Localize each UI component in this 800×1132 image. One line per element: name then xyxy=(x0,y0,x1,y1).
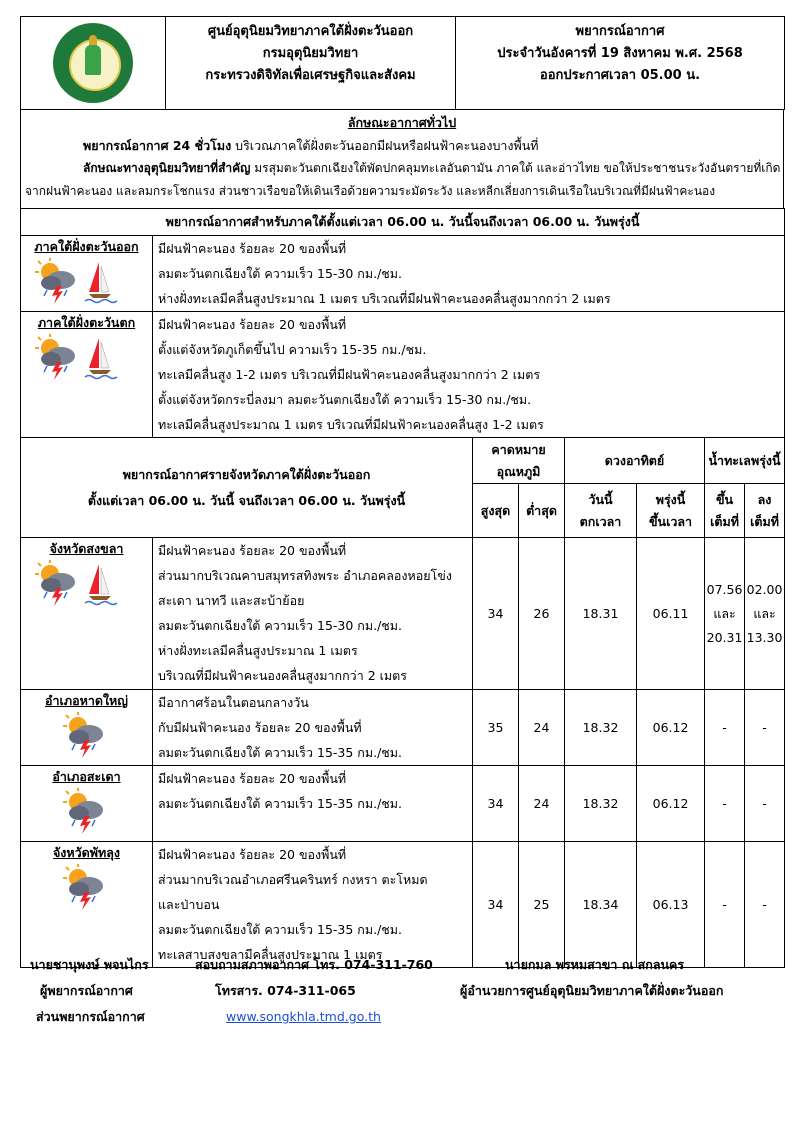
row-line: มีฝนฟ้าคะนอง ร้อยละ 20 ของพื้นที่ xyxy=(158,771,347,786)
row-line: ห่างฝั่งทะเลมีคลื่นสูงประมาณ 1 เมตร xyxy=(158,643,358,658)
temp-header-2: อุณหภูมิ xyxy=(496,463,541,479)
general-p1-bold: พยากรณ์อากาศ 24 ชั่วโมง xyxy=(83,138,232,153)
director-name: นายกมล พรหมสาขา ณ สกลนคร xyxy=(505,957,685,972)
header-table xyxy=(20,16,785,110)
region-west-line-1: มีฝนฟ้าคะนอง ร้อยละ 20 ของพื้นที่ xyxy=(158,317,347,332)
col-high-2: เต็มที่ xyxy=(710,513,739,529)
general-p2-text: มรสุมตะวันตกเฉียงใต้พัดปกคลุมทะเลอันดามัน ภาคใต้ และอ่าวไทย ขอให้ประชาชนระวังอันตรายที่เกิด xyxy=(250,161,781,175)
general-section xyxy=(20,109,784,209)
table-row xyxy=(21,538,785,690)
province-name: จังหวัดพัทลุง xyxy=(52,845,121,860)
temp-min: 24 xyxy=(519,690,565,766)
tide-high-1: 07.56 xyxy=(706,581,743,597)
row-line: มีฝนฟ้าคะนอง ร้อยละ 20 ของพื้นที่ xyxy=(158,847,347,862)
tide-header: น้ำทะเลพรุ่งนี้ xyxy=(705,438,785,484)
col-low-1: ลง xyxy=(757,491,772,507)
province-name: อำเภอสะเดา xyxy=(52,769,121,784)
row-line: ลมตะวันตกเฉียงใต้ ความเร็ว 15-35 กม./ชม. xyxy=(158,796,402,811)
table-row xyxy=(21,690,785,766)
row-line: และป่าบอน xyxy=(158,897,220,912)
col-low-2: เต็มที่ xyxy=(750,513,779,529)
forecaster-name: นายชานุพงษ์ พจนไกร xyxy=(30,957,149,972)
region-name-east: ภาคใต้ฝั่งตะวันออก xyxy=(34,239,139,254)
general-p1-text: บริเวณภาคใต้ฝั่งตะวันออกมีฝนหรือฝนฟ้าคะนองบางพื้นที่ xyxy=(231,138,539,153)
tmd-logo xyxy=(53,23,133,103)
province-title-1: พยากรณ์อากาศรายจังหวัดภาคใต้ฝั่งตะวันออก xyxy=(122,466,371,482)
region-east-line-1: มีฝนฟ้าคะนอง ร้อยละ 20 ของพื้นที่ xyxy=(158,241,347,256)
row-line: มีฝนฟ้าคะนอง ร้อยละ 20 ของพื้นที่ xyxy=(158,543,347,558)
tide-low: - xyxy=(745,842,785,968)
region-west-line-3: ทะเลมีคลื่นสูง 1-2 เมตร บริเวณที่มีฝนฟ้าคะนองคลื่นสูงมากกว่า 2 เมตร xyxy=(158,367,541,382)
col-set-1: วันนี้ xyxy=(588,491,613,507)
table-row xyxy=(21,766,785,842)
storm-sailboat-icon xyxy=(35,560,145,606)
row-line: ทะเลสาบสงขลามีคลื่นสูงประมาณ 1 เมตร xyxy=(158,947,383,962)
forecaster-section: ส่วนพยากรณ์อากาศ xyxy=(36,1009,145,1024)
region-east-line-3: ห่างฝั่งทะเลมีคลื่นสูงประมาณ 1 เมตร บริเวณที่มีฝนฟ้าคะนองคลื่นสูงมากกว่า 2 เมตร xyxy=(158,291,611,306)
col-high-1: ขึ้น xyxy=(715,491,734,507)
weather-icon xyxy=(63,788,152,834)
col-max: สูงสุด xyxy=(473,484,519,538)
forecaster-title: ผู้พยากรณ์อากาศ xyxy=(40,983,133,998)
tide-low: - xyxy=(745,690,785,766)
sunrise-time: 06.13 xyxy=(637,842,705,968)
col-set-2: ตกเวลา xyxy=(579,513,622,529)
forecast-document xyxy=(20,16,784,968)
province-name: จังหวัดสงขลา xyxy=(49,541,124,556)
tide-high-3: 20.31 xyxy=(706,629,743,645)
row-line: ลมตะวันตกเฉียงใต้ ความเร็ว 15-35 กม./ชม. xyxy=(158,745,402,760)
row-line: ส่วนมากบริเวณอำเภอศรีนครินทร์ กงหรา ตะโหมด xyxy=(158,872,428,887)
tide-high: - xyxy=(705,766,745,842)
general-p2-bold: ลักษณะทางอุตุนิยมวิทยาที่สำคัญ xyxy=(83,161,251,175)
logo-cell xyxy=(21,17,166,110)
contact-phone: สอบถามสภาพอากาศ โทร. 074-311-760 xyxy=(195,957,433,972)
weather-icon xyxy=(63,864,152,910)
table-row xyxy=(21,842,785,968)
header-center-2: กรมอุตุนิยมวิทยา xyxy=(262,46,359,61)
sunrise-time: 06.12 xyxy=(637,766,705,842)
temp-min: 25 xyxy=(519,842,565,968)
col-rise-1: พรุ่งนี้ xyxy=(655,491,686,507)
weather-icon-storm xyxy=(35,258,152,304)
temp-min: 24 xyxy=(519,766,565,842)
sunrise-time: 06.11 xyxy=(637,538,705,690)
weather-icon xyxy=(35,560,152,606)
tide-low-1: 02.00 xyxy=(746,581,783,597)
storm-sailboat-icon xyxy=(35,334,145,380)
general-p3-text: จากฝนฟ้าคะนอง และลมกระโชกแรง ส่วนชาวเรือขอให้เดินเรือด้วยความระมัดระวัง และหลีกเลี่ยงการเดินเรือในบริเวณที่มีฝนฟ้าคะนอง xyxy=(25,184,716,198)
storm-sailboat-icon xyxy=(35,258,145,304)
tide-high: - xyxy=(705,690,745,766)
temp-max: 34 xyxy=(473,766,519,842)
row-line: บริเวณที่มีฝนฟ้าคะนองคลื่นสูงมากกว่า 2 เมตร xyxy=(158,668,407,683)
contact-fax: โทรสาร. 074-311-065 xyxy=(215,983,356,998)
weather-icon-storm-west xyxy=(35,334,152,380)
weather-icon xyxy=(63,712,152,758)
tide-high-2: และ xyxy=(713,605,736,621)
col-rise-2: ขึ้นเวลา xyxy=(648,513,693,529)
regional-section xyxy=(20,208,785,438)
footer xyxy=(0,952,764,1030)
region-west-line-2: ตั้งแต่จังหวัดภูเก็ตขึ้นไป ความเร็ว 15-35 กม./ชม. xyxy=(158,342,427,357)
header-center-1: ศูนย์อุตุนิยมวิทยาภาคใต้ฝั่งตะวันออก xyxy=(207,24,414,39)
temp-header-1: คาดหมาย xyxy=(491,441,546,457)
region-west-line-5: ทะเลมีคลื่นสูงประมาณ 1 เมตร บริเวณที่มีฝนฟ้าคะนองคลื่นสูง 1-2 เมตร xyxy=(158,417,544,432)
row-line: ลมตะวันตกเฉียงใต้ ความเร็ว 15-30 กม./ชม. xyxy=(158,618,402,633)
sunset-time: 18.32 xyxy=(565,766,637,842)
header-right-1: พยากรณ์อากาศ xyxy=(575,24,665,39)
tide-low-2: และ xyxy=(753,605,776,621)
tide-low: - xyxy=(745,766,785,842)
temp-max: 35 xyxy=(473,690,519,766)
row-line: ส่วนมากบริเวณคาบสมุทรสทิงพระ อำเภอคลองหอยโข่ง xyxy=(158,568,452,583)
sunset-time: 18.32 xyxy=(565,690,637,766)
col-min: ต่ำสุด xyxy=(519,484,565,538)
sunset-time: 18.34 xyxy=(565,842,637,968)
thunderstorm-icon xyxy=(63,712,113,758)
province-title-2: ตั้งแต่เวลา 06.00 น. วันนี้ จนถึงเวลา 06.00 น. วันพรุ่งนี้ xyxy=(87,492,406,508)
regional-title: พยากรณ์อากาศสำหรับภาคใต้ตั้งแต่เวลา 06.00 น. วันนี้จนถึงเวลา 06.00 น. วันพรุ่งนี้ xyxy=(21,209,785,236)
row-line: มีอากาศร้อนในตอนกลางวัน xyxy=(158,695,309,710)
temp-min: 26 xyxy=(519,538,565,690)
website-link[interactable]: www.songkhla.tmd.go.th xyxy=(226,1009,381,1024)
sun-header: ดวงอาทิตย์ xyxy=(565,438,705,484)
region-west-line-4: ตั้งแต่จังหวัดกระบี่ลงมา ลมตะวันตกเฉียงใต้ ความเร็ว 15-30 กม./ชม. xyxy=(158,392,532,407)
row-line: ลมตะวันตกเฉียงใต้ ความเร็ว 15-35 กม./ชม. xyxy=(158,922,402,937)
region-name-west: ภาคใต้ฝั่งตะวันตก xyxy=(37,315,136,330)
thunderstorm-icon xyxy=(63,788,113,834)
province-table xyxy=(20,437,785,968)
header-center-3: กระทรวงดิจิทัลเพื่อเศรษฐกิจและสังคม xyxy=(205,68,416,83)
director-title: ผู้อำนวยการศูนย์อุตุนิยมวิทยาภาคใต้ฝั่งตะวันออก xyxy=(460,983,724,998)
general-title: ลักษณะอากาศทั่วไป xyxy=(347,115,457,130)
region-east-line-2: ลมตะวันตกเฉียงใต้ ความเร็ว 15-30 กม./ชม. xyxy=(158,266,402,281)
header-right-3: ออกประกาศเวลา 05.00 น. xyxy=(539,68,701,83)
temp-max: 34 xyxy=(473,842,519,968)
tide-high: - xyxy=(705,842,745,968)
tide-low-3: 13.30 xyxy=(746,629,783,645)
row-line: กับมีฝนฟ้าคะนอง ร้อยละ 20 ของพื้นที่ xyxy=(158,720,362,735)
temp-max: 34 xyxy=(473,538,519,690)
thunderstorm-icon xyxy=(63,864,113,910)
province-name: อำเภอหาดใหญ่ xyxy=(45,693,128,708)
sunrise-time: 06.12 xyxy=(637,690,705,766)
row-line: สะเดา นาทวี และสะบ้าย้อย xyxy=(158,593,305,608)
sunset-time: 18.31 xyxy=(565,538,637,690)
header-right-2: ประจำวันอังคารที่ 19 สิงหาคม พ.ศ. 2568 xyxy=(497,46,743,61)
